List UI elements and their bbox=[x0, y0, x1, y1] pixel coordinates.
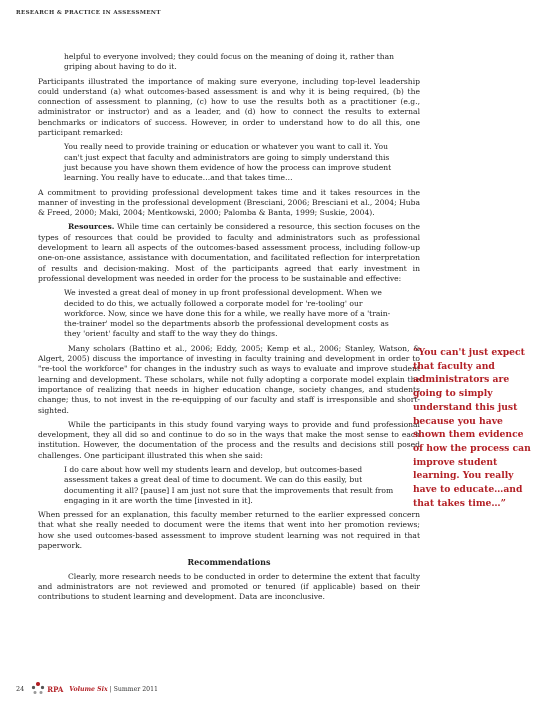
block-quote: We invested a great deal of money in up front professional development. When we decided to do this, we actually followed a corporate model for 're-tooling' our workforce. Now, since we have done this for a while, we really have more of a 'train-the-trainer' model so the departments absorb the professional development costs as they 'orient' faculty and staff to the way they do things. bbox=[64, 288, 391, 339]
running-head: RESEARCH & PRACTICE IN ASSESSMENT bbox=[16, 10, 161, 16]
issue-label: | Summer 2011 bbox=[107, 685, 158, 693]
block-quote: You really need to provide training or education or whatever you want to call it. You can't just expect that faculty and administrators are going to simply understand this just because you have shown them evidence of how the process can improve student learning. You really have to educate…and that takes time… bbox=[64, 142, 392, 183]
logo-mark-icon bbox=[30, 681, 46, 697]
block-quote: I do care about how well my students learn and develop, but outcomes-based assessment takes a great deal of time to document. We can do this easily, but documenting it all? [pause] I am just not sure that the improvements that result from engaging in it are worth the time [invested in it]. bbox=[64, 464, 394, 505]
logo-text: RPA bbox=[47, 684, 64, 694]
section-heading: Recommendations bbox=[187, 557, 271, 568]
paragraph: Many scholars (Battino et al., 2006; Eddy, 2005; Kemp et al., 2006; Stanley, Watson, & Algert, 2005) discuss the importance of investing in faculty training and development in order to "re-tool the workforce" for changes in the industry such as ways to evaluate and improve student learning and development. These scholars, while not fully adopting a corporate model explain the importance of realizing that needs in higher education change, society changes, and students change; thus, to not invest in the re-equipping of our faculty and staff is irresponsible and short-sighted. bbox=[38, 343, 420, 415]
journal-issue bbox=[69, 686, 158, 693]
section-run-head: Resources. bbox=[68, 222, 115, 232]
volume-label: Volume Six bbox=[69, 685, 108, 693]
paragraph: While the participants in this study found varying ways to provide and fund professional development, they all did so and continue to do so in the ways that make the most sense to each institution. However, the documentation of the process and the results and decisions still posed challenges. One participant illustrated this when she said: bbox=[38, 419, 420, 460]
article-body bbox=[38, 52, 420, 607]
paragraph: Clearly, more research needs to be conducted in order to determine the extent that faculty and administrators are not reviewed and promoted or tenured (if applicable) based on their contributions to student learning and development. Data are inconclusive. bbox=[38, 571, 420, 602]
paragraph bbox=[38, 222, 420, 284]
paragraph-text: While time can certainly be considered a resource, this section focuses on the types of resources that could be provided to faculty and administrators such as professional development to learn all aspects of the outcomes-based assessment process, including follow-up one-on-one assistance, assistance with documentation, and facilitated reflection for interpretation of results and decision-making. Most of the participants agreed that early investment in professional development was needed in order for the process to be sustainable and effective: bbox=[38, 222, 420, 283]
page-number: 24 bbox=[16, 685, 25, 693]
pull-quote: “You can't just expect that faculty and administrators are going to simply understand this just because you have shown them evidence of how the process can improve student learning. You really have to educate…and that takes time…” bbox=[413, 347, 531, 509]
block-quote: helpful to everyone involved; they could focus on the meaning of doing it, rather than griping about having to do it. bbox=[64, 52, 395, 72]
paragraph: A commitment to providing professional development takes time and it takes resources in the manner of investing in the professional development (Bresciani, 2006; Bresciani et al., 2004; Huba & Freed, 2000; Maki, 2004; Mentkowski, 2000; Palomba & Banta, 1999; Suskie, 2004). bbox=[38, 187, 420, 218]
paragraph: When pressed for an explanation, this faculty member returned to the earlier expressed concern that what she really needed to document were the items that went into her promotion reviews; how she used outcomes-based assessment to improve student learning was not required in that paperwork. bbox=[38, 510, 420, 551]
page-footer bbox=[16, 678, 158, 700]
paragraph: Participants illustrated the importance of making sure everyone, including top-level leadership could understand (a) what outcomes-based assessment is and why it is being required, (b) the connection of assessment to planning, (c) how to use the results both as a practitioner (e.g., administrator or instructor) and as a leader, and (d) how to connect the results to external benchmarks or indicators of success. However, in order to understand how to do all this, one participant remarked: bbox=[38, 76, 420, 138]
rpa-logo bbox=[30, 681, 63, 697]
